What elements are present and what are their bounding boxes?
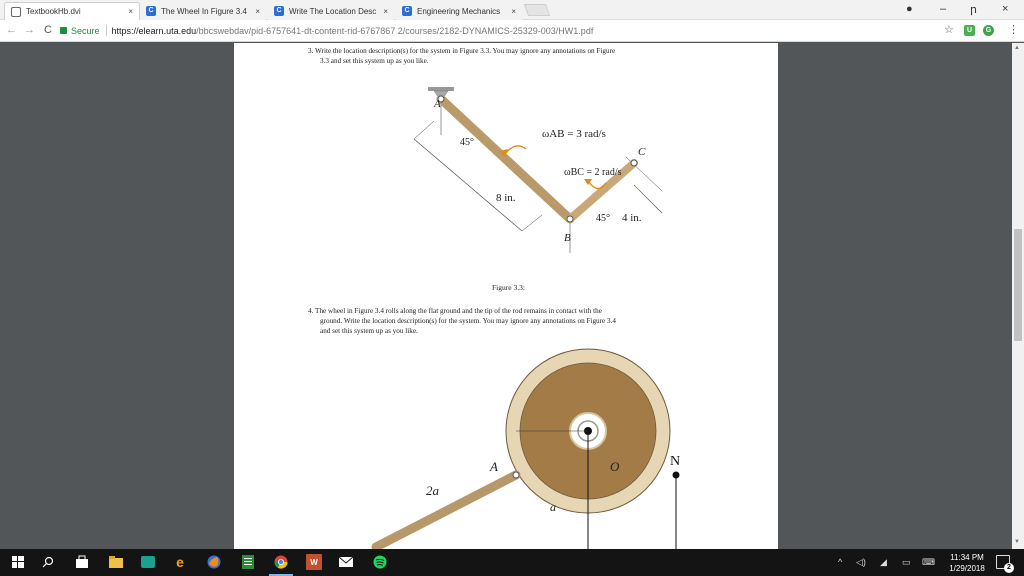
divider [106,25,107,36]
problem-3-text-line2: 3.3 and set this system up as you like. [320,57,429,65]
problem-4-text-line3: and set this system up as you like. [320,327,418,335]
address-row [0,20,1024,42]
word-icon[interactable]: W [306,554,322,570]
store-icon[interactable] [74,554,90,570]
account-icon[interactable]: ● [906,3,913,15]
file-explorer-icon[interactable] [108,554,124,570]
omega-ab-label: ωAB = 3 rad/s [542,128,606,140]
close-window-button[interactable]: × [1002,3,1009,15]
menu-icon[interactable]: ⋮ [1008,24,1019,36]
problem-4-text-line1: 4. The wheel in Figure 3.4 rolls along the flat ground and the tip of the rod remains in contact with the [308,307,602,315]
forward-button[interactable]: → [24,24,35,36]
battery-icon[interactable]: ▭ [902,557,911,567]
problem-4-text-line2: ground. Write the location description(s) for the system. You may ignore any annotations on Figure 3.4 [320,317,617,325]
extension-line [414,121,434,139]
document-icon [11,7,21,17]
tablet-app-icon[interactable] [140,554,156,570]
url-host: https://elearn.uta.edu [111,25,197,36]
minimize-button[interactable]: – [940,3,947,15]
tray-chevron-icon[interactable]: ^ [838,557,843,567]
label-a: A [490,459,498,474]
chegg-icon: C [146,6,156,16]
system-clock[interactable] [944,552,990,574]
label-n: N [670,454,681,469]
pdf-viewer[interactable] [0,43,1024,549]
windows-start-icon[interactable] [10,554,26,570]
tab-wheel[interactable] [140,2,266,20]
tab-close-icon[interactable]: × [383,6,388,16]
chrome-icon[interactable] [273,554,289,570]
extension-icon[interactable]: G [983,25,994,36]
mail-icon[interactable] [338,554,354,570]
dimension-line-bc [634,185,662,213]
label-a-radius: a [550,500,556,514]
angle-45-bottom: 45° [596,213,610,224]
notes-app-icon[interactable] [240,554,256,570]
lock-icon [60,27,67,34]
extension-icon[interactable]: U [964,25,975,36]
tab-textbook[interactable] [4,2,140,20]
firefox-icon[interactable] [206,554,222,570]
rod-shade [376,475,516,547]
search-icon[interactable] [40,554,56,570]
ceiling-support [428,87,454,91]
tab-location[interactable] [268,2,394,20]
tab-engineering[interactable] [396,2,522,20]
chegg-icon: C [402,6,412,16]
pin-a [513,472,519,478]
label-b: B [564,232,571,244]
length-bc: 4 in. [622,212,642,224]
taskbar [0,549,1024,576]
omega-ab-arrow [506,146,526,153]
new-tab-button[interactable] [524,4,550,16]
figure-3-3-caption: Figure 3.3: [492,283,525,292]
extension-line [522,215,542,231]
chegg-icon: C [274,6,284,16]
scroll-up-icon[interactable]: ▲ [1014,45,1020,51]
tab-close-icon[interactable]: × [511,6,516,16]
keyboard-icon[interactable]: ⌨ [922,557,935,567]
volume-icon[interactable]: ◁) [856,557,866,567]
label-o: O [610,459,620,474]
label-c: C [638,146,646,158]
tab-close-icon[interactable]: × [255,6,260,16]
length-ab: 8 in. [496,192,516,204]
pin-c [631,160,637,166]
problem-3-text-line1: 3. Write the location description(s) for the system in Figure 3.3. You may ignore any annotations on Figure [308,47,616,55]
vertical-scrollbar[interactable] [1012,43,1024,549]
scroll-down-icon[interactable]: ▼ [1014,539,1020,545]
address-bar[interactable] [60,22,960,39]
notification-badge: 2 [1004,563,1014,573]
tab-close-icon[interactable]: × [128,7,133,16]
label-2a: 2a [426,483,439,498]
reload-button[interactable]: C [44,24,52,36]
edge-icon[interactable]: e [176,554,184,570]
tab-label: Engineering Mechanics [417,6,501,16]
omega-bc-label: ωBC = 2 rad/s [564,167,622,178]
restore-button[interactable]: ր [970,4,977,16]
back-button[interactable]: ← [6,24,17,36]
secure-label: Secure [71,25,100,36]
spotify-icon[interactable] [372,554,388,570]
tab-label: Write The Location Desc [289,6,377,16]
bookmark-star-icon[interactable]: ☆ [944,24,954,36]
clock-date: 1/29/2018 [949,564,985,573]
pin-b [567,216,573,222]
tab-label: The Wheel In Figure 3.4 [161,6,247,16]
label-a: A [434,98,441,110]
clock-time: 11:34 PM [950,553,984,562]
figure-3-3 [404,79,704,249]
scrollbar-thumb[interactable] [1014,229,1022,341]
tab-label: TextbookHb.dvi [26,7,81,16]
pdf-page [234,43,778,549]
wifi-icon[interactable]: ◢ [880,557,887,567]
url-path: /bbcswebdav/pid-6757641-dt-content-rid-6767867 2/courses/2182-DYNAMICS-25329-003/HW1.pdf [196,25,594,36]
tab-bar [0,0,1024,20]
angle-45-top: 45° [460,137,474,148]
figure-3-4 [364,343,694,549]
